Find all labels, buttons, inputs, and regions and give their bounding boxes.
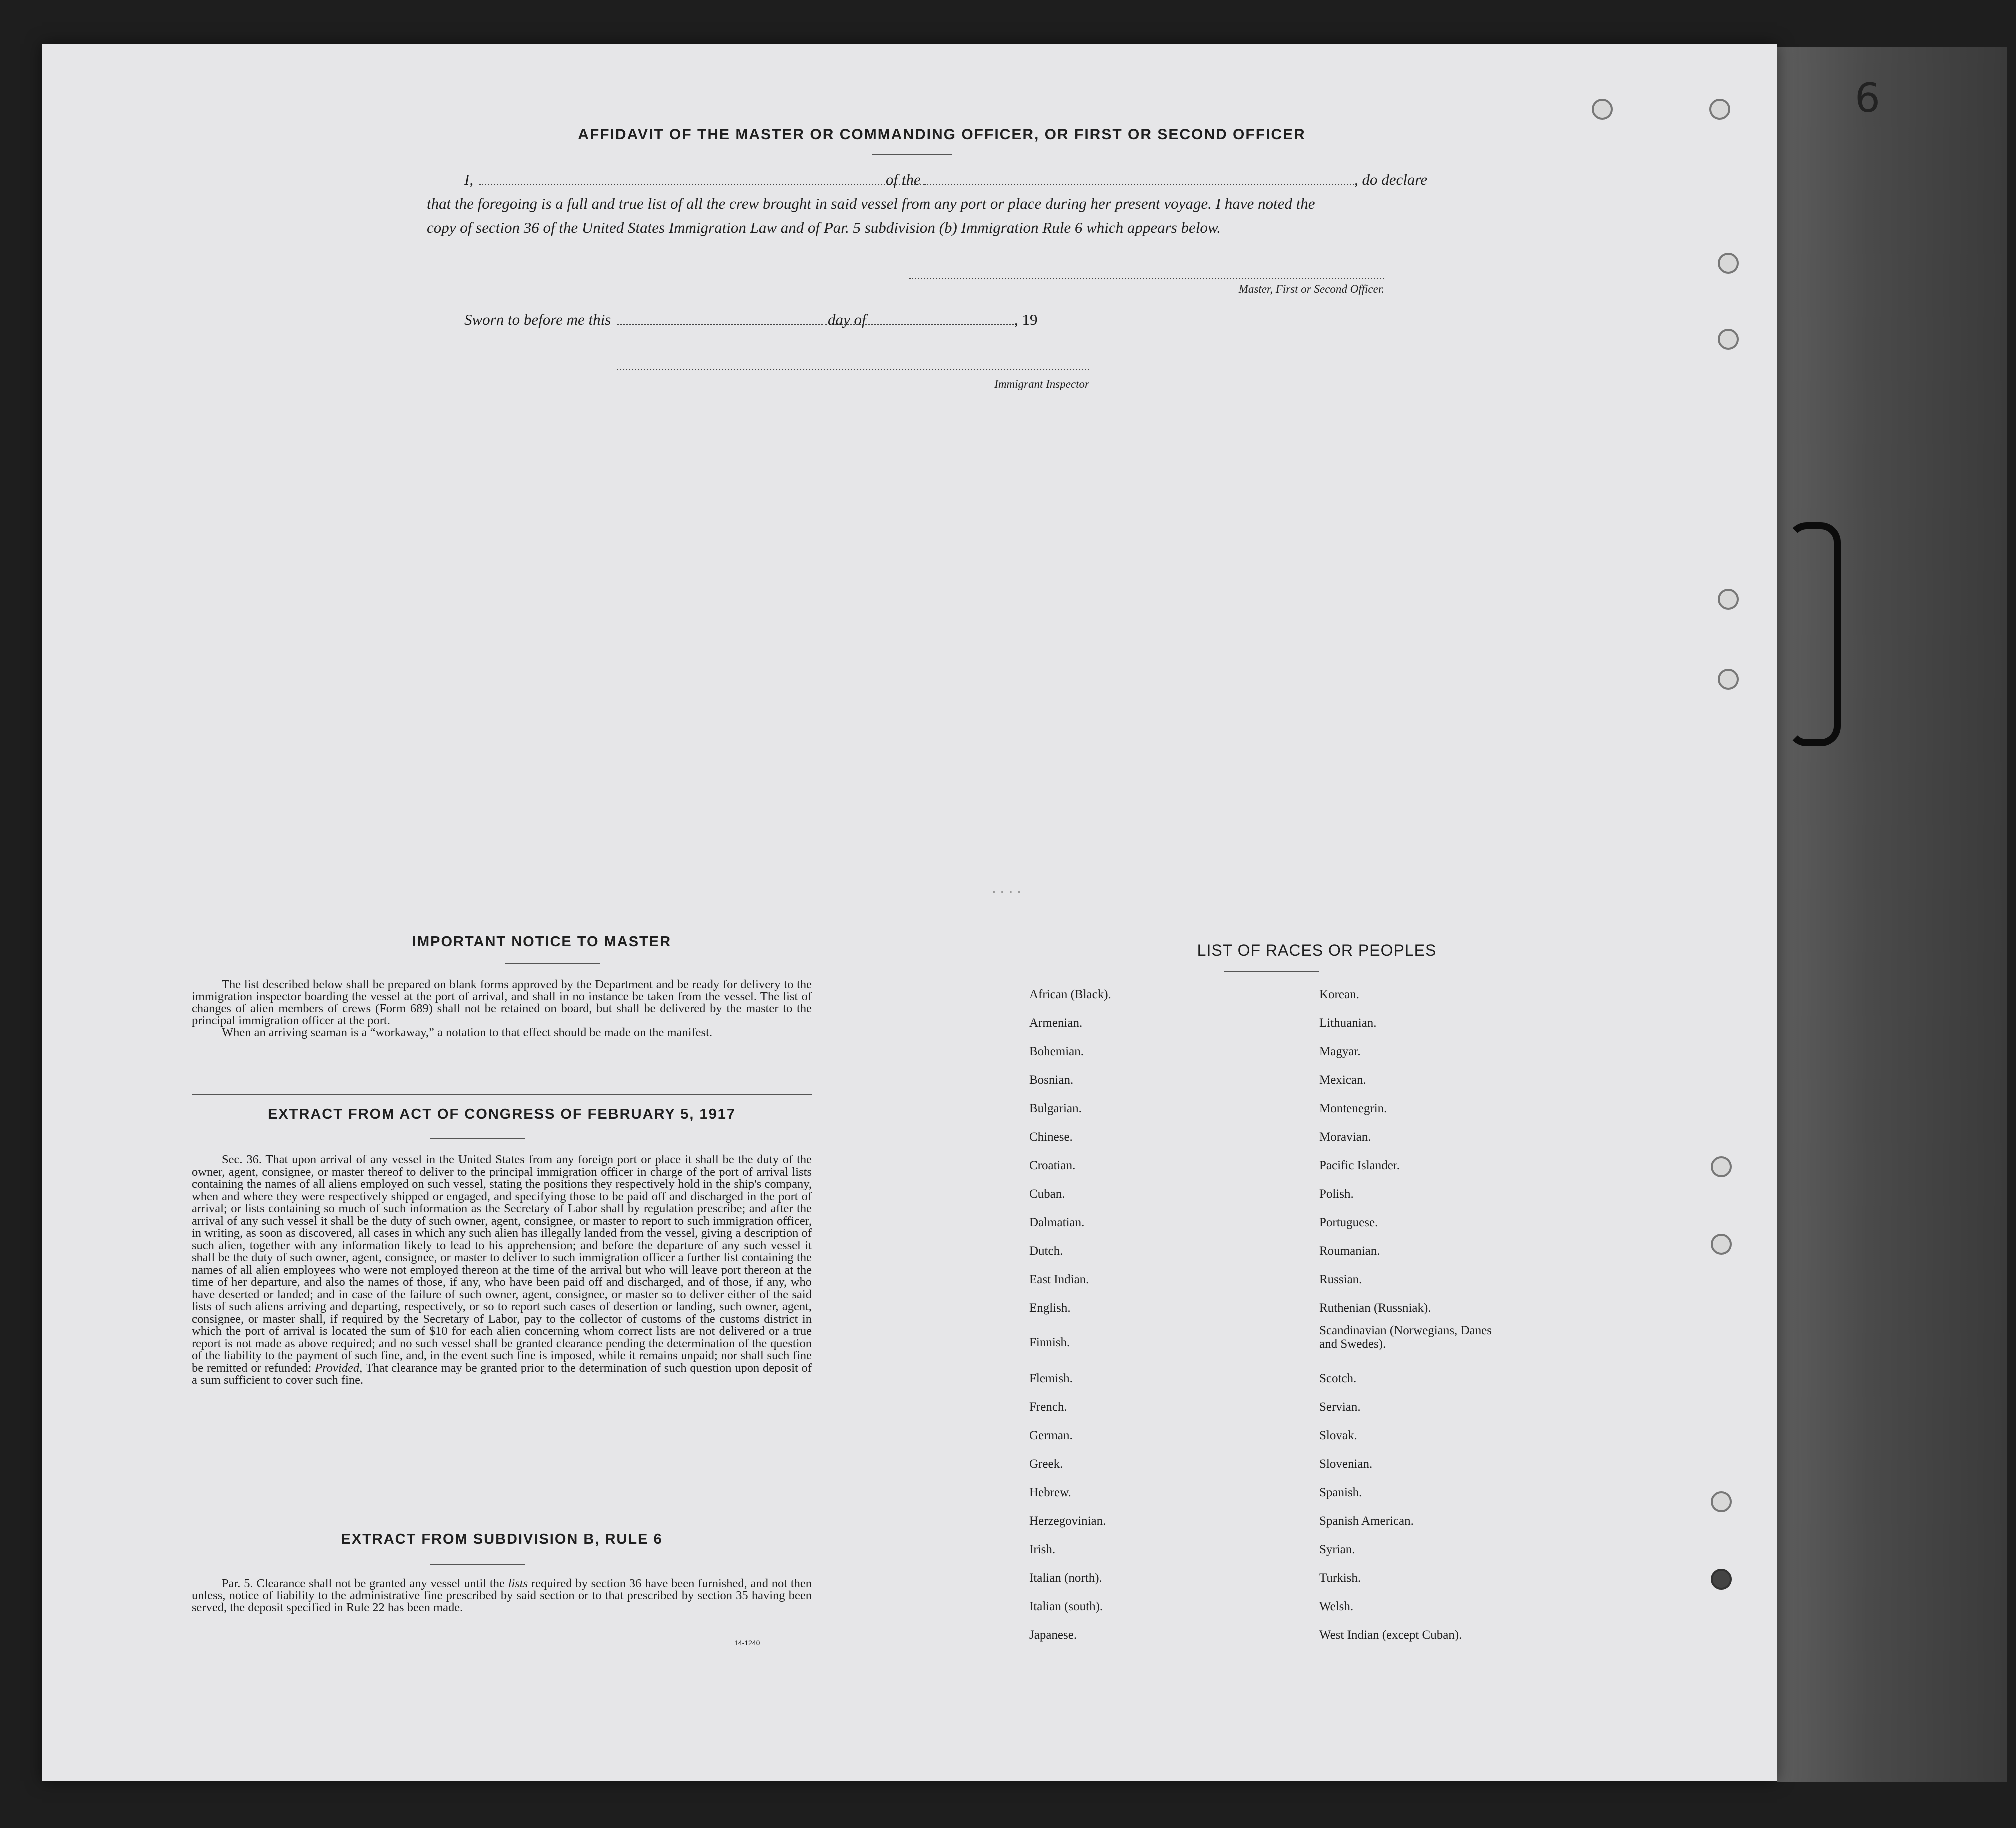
race-entry: Lithuanian. <box>1320 1016 1377 1030</box>
rule-body-b: required by section 36 have been furnished, and not then unless, notice of liability to the administrative fine prescribed by said section or to that prescribed by section 35 having been served, the deposit specified in Rule 22 has been made. <box>192 1577 812 1614</box>
document-page <box>42 44 1777 1782</box>
race-entry: Bosnian. <box>1030 1074 1074 1087</box>
race-entry: Herzegovinian. <box>1030 1514 1106 1528</box>
race-entry: Syrian. <box>1320 1543 1356 1556</box>
race-entry: Welsh. <box>1320 1600 1354 1614</box>
race-entry: Italian (north). <box>1030 1572 1102 1585</box>
affidavit-name-blank <box>480 184 924 186</box>
race-entry: Magyar. <box>1320 1045 1361 1058</box>
affidavit-statement-line: copy of section 36 of the United States Immigration Law and of Par. 5 subdivision (b) Immigration Rule 6 which appears below. <box>427 219 1222 236</box>
race-entry: Chinese. <box>1030 1130 1073 1144</box>
punch-hole-icon <box>1711 1234 1732 1255</box>
affidavit-vessel-blank <box>924 184 1354 186</box>
race-entry: French. <box>1030 1400 1068 1414</box>
race-entry: Mexican. <box>1320 1074 1366 1087</box>
race-entry: Roumanian. <box>1320 1244 1380 1258</box>
show-through-marks: ▪ ▪ ▪ ▪ <box>992 889 1022 897</box>
page-margin-number: 6 <box>1855 75 1880 122</box>
race-entry: Armenian. <box>1030 1016 1083 1030</box>
race-entry: Korean. <box>1320 988 1360 1002</box>
rule-extract-title: EXTRACT FROM SUBDIVISION B, RULE 6 <box>341 1532 663 1548</box>
punch-hole-icon <box>1718 253 1739 274</box>
race-entry: English. <box>1030 1302 1071 1315</box>
punch-hole-icon <box>1711 1492 1732 1512</box>
affidavit-of-label: of the <box>886 171 921 188</box>
section-rule <box>192 1094 812 1095</box>
sworn-label: Sworn to before me this <box>464 311 612 328</box>
sworn-dayof-label: day of <box>828 311 866 328</box>
title-divider <box>872 154 952 155</box>
section-label: Sec. 36. <box>222 1153 262 1166</box>
race-entry: Portuguese. <box>1320 1216 1378 1230</box>
section-body: That upon arrival of any vessel in the United States from any foreign port or place it shall be the duty of the owner, agent, consignee, or master thereof to deliver to the principal immigration officer in charge of the port of arrival lists containing the names of all aliens employed on such vessel, stating the positions they respectively hold in the ship's company, when and where they were respectively shipped or engaged, and specifying those to be paid off and discharged in the port of arrival; or lists containing so much of such information as the Secretary of Labor shall by regulation prescribe; and after the arrival of any such vessel it shall be the duty of such owner, agent, consignee, or master to report to such immigration officer, in writing, as soon as discovered, all cases in which any such alien has illegally landed from the vessel, giving a description of such alien, together with any information likely to lead to his apprehension; and before the departure of any such vessel it shall be the duty of such owner, agent, consignee, or master to deliver to such immigration officer a further list containing the names of all alien employees who were not employed thereon at the time of the arrival but who will leave port thereon at the time of her departure, and also the names of those, if any, who have been paid off and discharged, and of those, if any, who have deserted or landed; and in case of the failure of such owner, agent, consignee, or master so to deliver either of the said lists of such aliens arriving and departing, respectively, or so to report such cases of desertion or landing, such owner, agent, consignee, or master shall, if required by the Secretary of Labor, pay to the collector of customs of the customs district in which the port of arrival is located the sum of $10 for each alien concerning whom correct lists are not delivered or a true report is not made as above required; and no such vessel shall be granted clearance pending the determination of the question of the liability to the payment of such fine, and, in the event such fine is imposed, while it remains unpaid; nor shall such fine be remitted or refunded: <box>192 1153 812 1375</box>
race-entry: Russian. <box>1320 1273 1362 1286</box>
race-entry: Scotch. <box>1320 1372 1357 1386</box>
punch-hole-icon <box>1710 99 1730 120</box>
punch-hole-icon <box>1718 589 1739 610</box>
rule-paragraph <box>192 1578 812 1614</box>
section-tail: That clearance may be granted prior to the determination of such question upon deposit of a sum sufficient to cover such fine. <box>192 1361 812 1387</box>
punch-hole-icon <box>1718 669 1739 690</box>
affidavit-title: AFFIDAVIT OF THE MASTER OR COMMANDING OFFICER, OR FIRST OR SECOND OFFICER <box>578 126 1306 143</box>
race-entry: Turkish. <box>1320 1572 1362 1585</box>
act-extract-title: EXTRACT FROM ACT OF CONGRESS OF FEBRUARY 5, 1917 <box>268 1106 736 1122</box>
affidavit-i-label: I, <box>464 171 474 188</box>
race-entry: Italian (south). <box>1030 1600 1104 1614</box>
act-divider <box>430 1138 525 1139</box>
race-entry: Servian. <box>1320 1400 1361 1414</box>
affidavit-statement-line: that the foregoing is a full and true list of all the crew brought in said vessel from any port or place during her present voyage. I have noted the <box>427 195 1316 212</box>
inspector-caption: Immigrant Inspector <box>994 378 1090 390</box>
race-entry: Moravian. <box>1320 1130 1372 1144</box>
race-entry: Hebrew. <box>1030 1486 1072 1500</box>
section-36-text <box>192 1154 812 1387</box>
race-entry: German. <box>1030 1429 1073 1442</box>
race-entry: East Indian. <box>1030 1273 1090 1286</box>
provided-word: Provided, <box>315 1361 363 1375</box>
sworn-day-blank <box>617 324 827 326</box>
lists-word: lists <box>508 1577 528 1590</box>
race-entry: Montenegrin. <box>1320 1102 1388 1116</box>
binding-string <box>1787 522 1841 746</box>
race-entry: Flemish. <box>1030 1372 1073 1386</box>
race-entry: West Indian (except Cuban). <box>1320 1628 1462 1642</box>
affidavit-declare-label: , do declare <box>1354 171 1428 188</box>
race-entry: Ruthenian (Russniak). <box>1320 1302 1432 1315</box>
race-entry: Irish. <box>1030 1543 1056 1556</box>
race-entry: Dutch. <box>1030 1244 1064 1258</box>
race-entry: Cuban. <box>1030 1188 1066 1201</box>
race-entry: Croatian. <box>1030 1159 1076 1172</box>
race-entry: Bohemian. <box>1030 1045 1084 1058</box>
punch-hole-icon <box>1718 329 1739 350</box>
form-number: 14-1240 <box>734 1639 760 1647</box>
race-entry: Spanish. <box>1320 1486 1362 1500</box>
race-entry: Slovenian. <box>1320 1458 1373 1471</box>
sworn-year-label: , 19 <box>1014 311 1038 328</box>
punch-hole-icon <box>1711 1156 1732 1178</box>
race-entry: Bulgarian. <box>1030 1102 1082 1116</box>
race-entry: Scandinavian (Norwegians, Danes and Swedes). <box>1320 1324 1492 1351</box>
races-list-title: LIST OF RACES OR PEOPLES <box>1197 942 1437 960</box>
adjacent-page-strip <box>1777 48 2007 1782</box>
sworn-month-blank <box>832 324 1017 326</box>
punch-hole-icon <box>1592 99 1613 120</box>
notice-paragraph: When an arriving seaman is a “workaway,” a notation to that effect should be made on the manifest. <box>222 1026 713 1040</box>
notice-paragraph: The list described below shall be prepared on blank forms approved by the Department and be ready for delivery to the immigration inspector boarding the vessel at the port of arrival, and shall in no instance be taken from the vessel. The list of changes of alien members of crews (Form 689) shall not be retained on board, but shall be delivered by the master to the principal immigration officer at the port. <box>192 978 812 1028</box>
race-entry: Dalmatian. <box>1030 1216 1085 1230</box>
race-entry: Pacific Islander. <box>1320 1159 1400 1172</box>
notice-divider <box>505 963 600 964</box>
notice-body <box>192 979 812 1039</box>
race-entry: Polish. <box>1320 1188 1354 1201</box>
master-signature-caption: Master, First or Second Officer. <box>1238 283 1384 296</box>
master-signature-blank <box>910 278 1384 280</box>
punch-hole-icon <box>1711 1569 1732 1590</box>
rule-divider <box>430 1564 525 1565</box>
inspector-signature-blank <box>617 369 1090 370</box>
race-entry: Greek. <box>1030 1458 1064 1471</box>
race-entry: Spanish American. <box>1320 1514 1414 1528</box>
rule-body-a: Par. 5. Clearance shall not be granted any vessel until the <box>222 1577 505 1590</box>
race-entry: African (Black). <box>1030 988 1112 1002</box>
race-entry: Japanese. <box>1030 1628 1078 1642</box>
race-entry: Slovak. <box>1320 1429 1358 1442</box>
notice-title: IMPORTANT NOTICE TO MASTER <box>412 934 672 950</box>
race-entry: Finnish. <box>1030 1336 1070 1350</box>
